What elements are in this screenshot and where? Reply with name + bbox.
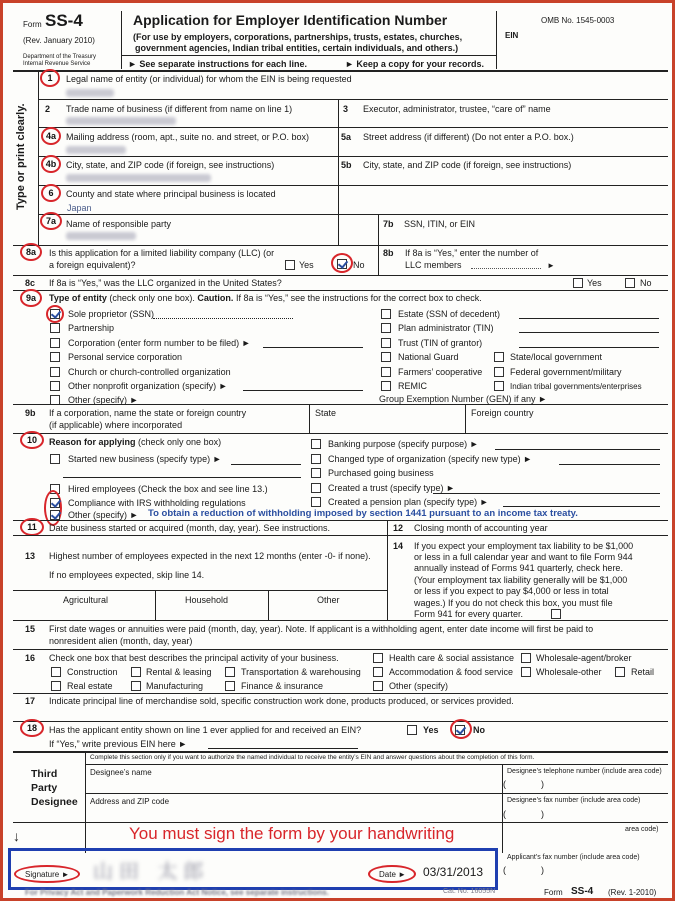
applicant-fax-field[interactable]: ( ): [503, 865, 545, 875]
entity-right-label-0: Estate (SSN of decedent): [398, 309, 501, 319]
line-5a-num: 5a: [341, 132, 352, 142]
entity-right-checkbox-2[interactable]: [381, 338, 391, 348]
line-13-other: Other: [317, 595, 340, 605]
designee-address-label: Address and ZIP code: [90, 797, 170, 806]
designee-note: Complete this section only if you want to authorize the named individual to receive the entity’s EIN and answer questions about the completion of this form.: [90, 754, 535, 761]
line-8c-no-label: No: [640, 278, 652, 288]
reason-label-1: Hired employees (Check the box and see line 13.): [68, 484, 268, 494]
entity-right-label-3: National Guard: [398, 352, 459, 362]
entity-checkbox-4[interactable]: [50, 367, 60, 377]
line-13-label: Highest number of employees expected in the next 12 months (enter -0- if none).: [49, 551, 371, 561]
entity-label-5: Other nonprofit organization (specify) ►: [68, 381, 228, 391]
line-14-checkbox[interactable]: [551, 609, 561, 619]
applicant-fax-label: Applicant’s fax number (include area code): [507, 854, 640, 861]
designee-fax-field[interactable]: ( ): [503, 809, 545, 819]
line-13-agricultural: Agricultural: [63, 595, 109, 605]
entity-label-0: Sole proprietor (SSN): [68, 309, 155, 319]
entity-right-checkbox-5[interactable]: [381, 381, 391, 391]
line-4a-label: Mailing address (room, apt., suite no. and street, or P.O. box): [66, 132, 309, 142]
line-1-marker: 1: [40, 69, 60, 87]
privacy-notice: For Privacy Act and Paperwork Reduction Act Notice, see separate instructions.: [25, 888, 329, 897]
line-8a-no-label: No: [353, 260, 365, 270]
reason-label-0: Started new business (specify type) ►: [68, 454, 222, 464]
activity-checkbox-3[interactable]: [373, 653, 383, 663]
reason-right-checkbox-3[interactable]: [311, 483, 321, 493]
line-8c-num: 8c: [25, 278, 36, 288]
entity-label-4: Church or church-controlled organization: [68, 367, 231, 377]
line-7a-value: [66, 232, 136, 240]
line-18-no-checkbox[interactable]: [455, 725, 465, 735]
line-15-text-1: First date wages or annuities were paid (month, day, year). Note. If applicant is a withholding agent, enter date income will first be paid to: [49, 624, 594, 634]
line-9b-state: State: [315, 408, 337, 418]
activity-label-11: Other (specify): [389, 681, 449, 691]
line-10-label: Reason for applying (check only one box): [49, 437, 222, 447]
line-8a-yes-checkbox[interactable]: [285, 260, 295, 270]
line-9a-marker: 9a: [20, 289, 42, 307]
activity-label-10: Retail: [631, 667, 655, 677]
date-label: Date ►: [379, 870, 407, 879]
line-8c-label: If 8a is “Yes,” was the LLC organized in the United States?: [49, 278, 282, 288]
line-8c-yes-checkbox[interactable]: [573, 278, 583, 288]
line-12-num: 12: [393, 523, 404, 533]
line-4a-marker: 4a: [41, 127, 61, 145]
activity-checkbox-7[interactable]: [225, 681, 235, 691]
entity-right-checkbox-1[interactable]: [381, 323, 391, 333]
department: Department of the Treasury: [23, 54, 97, 60]
entity-checkbox-3[interactable]: [50, 352, 60, 362]
line-8b-label-1: If 8a is “Yes,” enter the number of: [405, 248, 539, 258]
line-1-value: [66, 89, 114, 97]
reason-right-label-2: Purchased going business: [328, 468, 434, 478]
activity-checkbox-11[interactable]: [373, 681, 383, 691]
entity-far-label-0: State/local government: [510, 352, 603, 362]
activity-label-8: Accommodation & food service: [389, 667, 514, 677]
line-8a-yes-label: Yes: [299, 260, 314, 270]
entity-checkbox-5[interactable]: [50, 381, 60, 391]
reason-right-checkbox-0[interactable]: [311, 439, 321, 449]
designee-title-3: Designee: [31, 796, 78, 808]
line-8a-no-checkbox[interactable]: [337, 259, 347, 269]
signature-label: Signature ►: [25, 870, 70, 879]
entity-label-3: Personal service corporation: [68, 352, 183, 362]
down-arrow-icon: ↓: [13, 828, 20, 844]
reason-right-label-1: Changed type of organization (specify new type) ►: [328, 454, 533, 464]
reason-checkbox-3[interactable]: [50, 510, 60, 520]
entity-far-label-2: Indian tribal governments/enterprises: [510, 382, 642, 391]
line-14-text-4: (Your employment tax liability generally will be $1,000: [414, 575, 628, 585]
line-17-num: 17: [25, 696, 36, 706]
designee-phone-label: Designee’s telephone number (include area code): [507, 768, 662, 775]
see-instructions: ► See separate instructions for each line.: [128, 59, 307, 69]
line-8c-no-checkbox[interactable]: [625, 278, 635, 288]
signature-date[interactable]: 03/31/2013: [423, 865, 484, 879]
entity-far-checkbox-1[interactable]: [494, 367, 504, 377]
footer-form-word: Form: [544, 888, 563, 897]
line-9a-label: Type of entity (check only one box). Caution. If 8a is “Yes,” see the instructions for the correct box to check.: [49, 293, 482, 303]
keep-copy: ► Keep a copy for your records.: [345, 59, 484, 69]
line-9b-label-1: If a corporation, name the state or foreign country: [49, 408, 247, 418]
designee-name-label: Designee’s name: [90, 768, 152, 777]
designee-title-1: Third: [31, 768, 58, 780]
revision-date: (Rev. January 2010): [23, 36, 95, 45]
activity-checkbox-1[interactable]: [131, 667, 141, 677]
line-2-value: [66, 117, 176, 125]
line-7a-marker: 7a: [40, 212, 62, 230]
handwriting-annotation: You must sign the form by your handwriting: [129, 824, 455, 843]
irs: Internal Revenue Service: [23, 61, 91, 67]
line-5b-num: 5b: [341, 160, 352, 170]
activity-label-1: Rental & leasing: [146, 667, 212, 677]
activity-checkbox-2[interactable]: [225, 667, 235, 677]
line-14-text-2: or less in a full calendar year and want to file Form 944: [414, 552, 633, 562]
line-5a-label: Street address (if different) (Do not enter a P.O. box.): [363, 132, 574, 142]
entity-checkbox-2[interactable]: [50, 338, 60, 348]
line-16-num: 16: [25, 653, 36, 663]
line-5b-label: City, state, and ZIP code (if foreign, see instructions): [363, 160, 572, 170]
line-14-text-7: Form 941 for every quarter.: [414, 609, 524, 619]
reason-right-checkbox-4[interactable]: [311, 497, 321, 507]
activity-label-3: Health care & social assistance: [389, 653, 515, 663]
line-11-marker: 11: [20, 518, 44, 536]
entity-label-1: Partnership: [68, 323, 115, 333]
reason-right-checkbox-1[interactable]: [311, 454, 321, 464]
line-18-sub: If “Yes,” write previous EIN here ►: [49, 739, 188, 749]
activity-label-9: Wholesale-other: [536, 667, 602, 677]
line-2-label: Trade name of business (if different from name on line 1): [66, 104, 293, 114]
line-14-text-5: or less if you expect to pay $4,000 or less in total: [414, 586, 609, 596]
line-18-yes-label: Yes: [423, 725, 439, 735]
line-16-label: Check one box that best describes the principal activity of your business.: [49, 653, 339, 663]
entity-right-checkbox-3[interactable]: [381, 352, 391, 362]
type-or-print-label: Type or print clearly.: [15, 103, 27, 210]
line-18-label: Has the applicant entity shown on line 1 ever applied for and received an EIN?: [49, 725, 362, 735]
line-4b-marker: 4b: [41, 155, 61, 173]
reason-right-label-3: Created a trust (specify type) ►: [328, 483, 455, 493]
line-13-household: Household: [185, 595, 229, 605]
line-10-marker: 10: [20, 431, 44, 449]
activity-label-6: Manufacturing: [146, 681, 204, 691]
line-9b-num: 9b: [25, 408, 36, 418]
omb-number: OMB No. 1545-0003: [541, 16, 615, 25]
line-3-num: 3: [343, 104, 349, 114]
activity-label-4: Wholesale-agent/broker: [536, 653, 632, 663]
line-6-label: County and state where principal business is located: [66, 189, 276, 199]
form-number: SS-4: [45, 11, 83, 30]
line-8c-yes-label: Yes: [587, 278, 602, 288]
reason-right-checkbox-2[interactable]: [311, 468, 321, 478]
line-8a-label-2: a foreign equivalent)?: [49, 260, 136, 270]
subtitle-2: government agencies, Indian tribal entities, certain individuals, and others.): [135, 43, 459, 53]
reason-label-2: Compliance with IRS withholding regulations: [68, 498, 246, 508]
line-12-label: Closing month of accounting year: [414, 523, 548, 533]
reason-label-3: Other (specify) ►: [68, 510, 139, 520]
line-4a-value: [66, 146, 126, 154]
entity-right-label-4: Farmers’ cooperative: [398, 367, 483, 377]
entity-label-6: Other (specify) ►: [68, 395, 139, 405]
entity-right-label-1: Plan administrator (TIN): [398, 323, 494, 333]
entity-far-checkbox-0[interactable]: [494, 352, 504, 362]
activity-checkbox-9[interactable]: [521, 667, 531, 677]
line-7a-label: Name of responsible party: [66, 219, 172, 229]
signature-handwriting[interactable]: 山田 太郎: [93, 859, 210, 883]
entity-checkbox-1[interactable]: [50, 323, 60, 333]
activity-checkbox-8[interactable]: [373, 667, 383, 677]
line-8a-marker: 8a: [20, 243, 42, 261]
line-1-label: Legal name of entity (or individual) for whom the EIN is being requested: [66, 74, 352, 84]
ein-label: EIN: [505, 31, 519, 40]
reason-right-label-0: Banking purpose (specify purpose) ►: [328, 439, 479, 449]
line-7b-num: 7b: [383, 219, 394, 229]
line-9b-foreign: Foreign country: [471, 408, 534, 418]
entity-far-label-1: Federal government/military: [510, 367, 622, 377]
line-11-label: Date business started or acquired (month, day, year). See instructions.: [49, 523, 330, 533]
line-15-num: 15: [25, 624, 36, 634]
line-9b-label-2: (if applicable) where incorporated: [49, 420, 183, 430]
line-6-marker: 6: [41, 184, 61, 202]
line-8a-label-1: Is this application for a limited liability company (LLC) (or: [49, 248, 275, 258]
reason-checkbox-0[interactable]: [50, 454, 60, 464]
line-3-label: Executor, administrator, trustee, “care of” name: [363, 104, 551, 114]
form-title: Application for Employer Identification Number: [133, 12, 448, 28]
line-14-text-6: wages.) If you do not check this box, you must file: [414, 598, 613, 608]
line-14-text-1: If you expect your employment tax liability to be $1,000: [414, 541, 634, 551]
line-14-text-3: annually instead of Forms 941 quarterly, check here.: [414, 563, 623, 573]
line-8b-num: 8b: [383, 248, 394, 258]
activity-label-0: Construction: [67, 667, 118, 677]
line-18-no-label: No: [473, 725, 485, 735]
line-6-value: Japan: [67, 203, 92, 213]
entity-right-checkbox-4[interactable]: [381, 367, 391, 377]
line-13-num: 13: [25, 551, 36, 561]
line-13-label-2: If no employees expected, skip line 14.: [49, 570, 205, 580]
designee-fax-label: Designee’s fax number (include area code): [507, 797, 641, 804]
line-18-marker: 18: [20, 719, 44, 737]
entity-right-label-5: REMIC: [398, 381, 427, 391]
line-8b-arrow-icon: ►: [547, 261, 555, 270]
entity-right-label-6: Group Exemption Number (GEN) if any ►: [379, 394, 547, 404]
entity-right-checkbox-0[interactable]: [381, 309, 391, 319]
activity-label-5: Real estate: [67, 681, 113, 691]
activity-label-7: Finance & insurance: [241, 681, 324, 691]
applicant-phone-area-label: area code): [625, 826, 659, 833]
activity-checkbox-10[interactable]: [615, 667, 625, 677]
line-2-num: 2: [45, 104, 51, 114]
entity-far-checkbox-2[interactable]: [494, 381, 504, 391]
line-17-label: Indicate principal line of merchandise sold, specific construction work done, products produced, or services provided.: [49, 696, 514, 706]
activity-label-2: Transportation & warehousing: [241, 667, 361, 677]
reason-right-label-4: Created a pension plan (specify type) ►: [328, 497, 489, 507]
line-7b-label: SSN, ITIN, or EIN: [404, 219, 476, 229]
activity-checkbox-6[interactable]: [131, 681, 141, 691]
designee-title-2: Party: [31, 782, 58, 794]
line-18-yes-checkbox[interactable]: [407, 725, 417, 735]
line-4b-label: City, state, and ZIP code (if foreign, see instructions): [66, 160, 275, 170]
footer-form-number: SS-4: [571, 886, 594, 897]
line-4b-value: [66, 174, 211, 182]
form-word: Form: [23, 20, 42, 29]
line-14-num: 14: [393, 541, 404, 551]
entity-label-2: Corporation (enter form number to be filed) ►: [68, 338, 251, 348]
activity-checkbox-4[interactable]: [521, 653, 531, 663]
activity-checkbox-0[interactable]: [51, 667, 61, 677]
footer-revision: (Rev. 1-2010): [608, 888, 657, 897]
reason-checkbox-2[interactable]: [50, 498, 60, 508]
activity-checkbox-5[interactable]: [51, 681, 61, 691]
line-8b-label-2: LLC members: [405, 260, 462, 270]
subtitle-1: (For use by employers, corporations, partnerships, trusts, estates, churches,: [133, 32, 463, 42]
entity-checkbox-0[interactable]: [50, 309, 60, 319]
catalog-number: Cat. No. 16055N: [443, 888, 496, 895]
designee-phone-field[interactable]: ( ): [503, 779, 545, 789]
entity-right-label-2: Trust (TIN of grantor): [398, 338, 483, 348]
reason-other-note: To obtain a reduction of withholding imposed by section 1441 pursuant to an income tax treaty.: [148, 508, 578, 519]
line-15-text-2: nonresident alien (month, day, year): [49, 636, 193, 646]
